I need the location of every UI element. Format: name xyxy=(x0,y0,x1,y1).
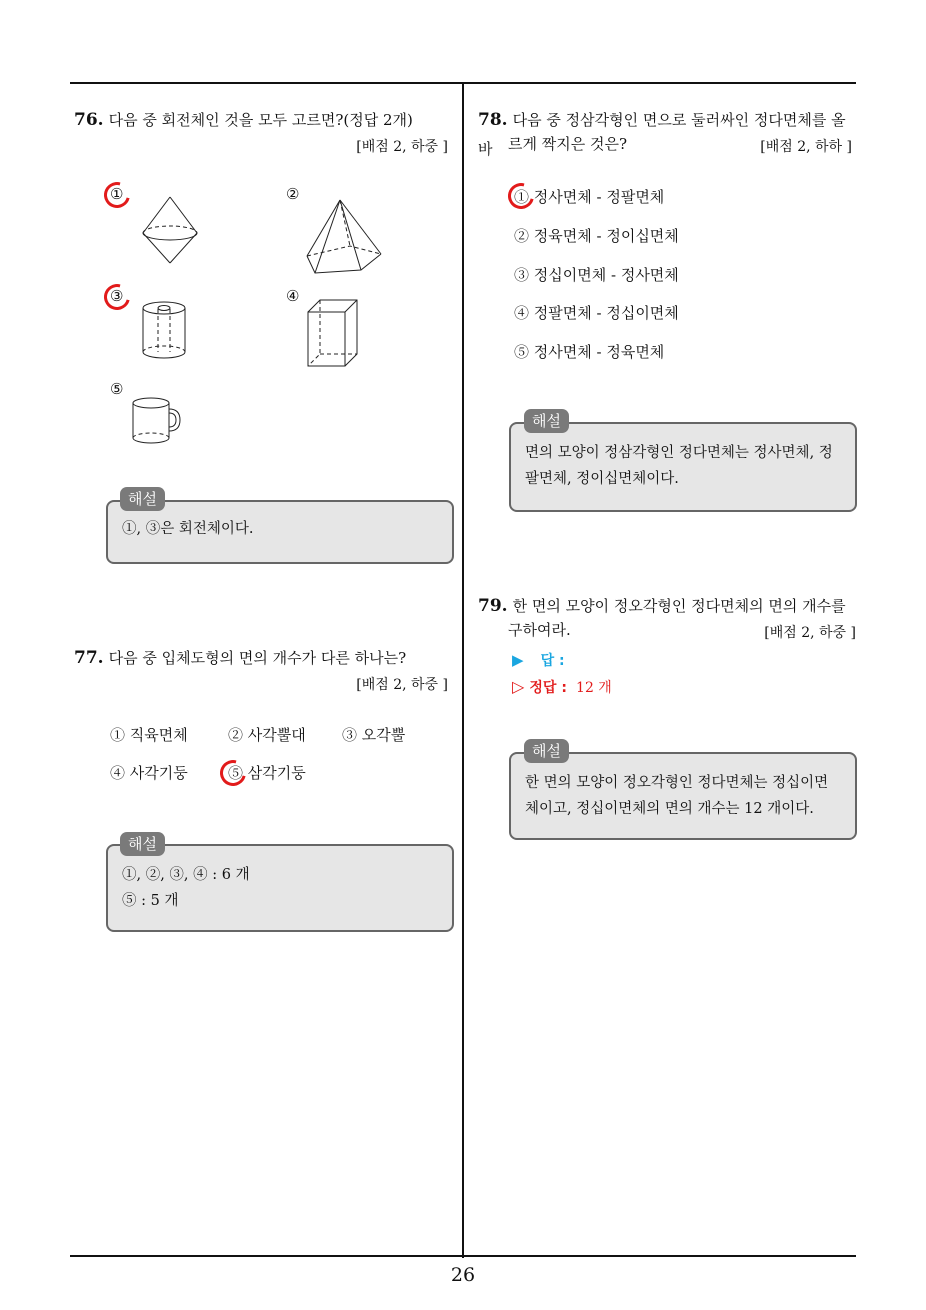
question-76-meta: [배점 2, 하중 ] xyxy=(356,139,448,155)
q77-solution-box xyxy=(106,844,454,932)
q79-solution-box xyxy=(509,752,857,840)
question-77-meta: [배점 2, 하중 ] xyxy=(356,677,448,693)
question-text-line-1: 한 면의 모양이 정오각형인 정다면체의 면의 개수를 xyxy=(512,597,846,615)
question-text: 다음 중 회전체인 것을 모두 고르면?(정답 2개) xyxy=(108,111,413,129)
bottom-rule xyxy=(70,1255,856,1257)
q77-option-5[interactable]: ⑤ 삼각기둥 xyxy=(228,764,306,782)
solution-line-1: 한 면의 모양이 정오각형인 정다면체는 정십이면 xyxy=(525,775,829,791)
question-text: 다음 중 입체도형의 면의 개수가 다른 하나는? xyxy=(108,649,407,667)
correct-answer-row xyxy=(512,677,612,697)
question-number: 77. xyxy=(74,648,104,668)
question-77 xyxy=(74,644,454,673)
question-number: 78. xyxy=(478,110,508,130)
mug-figure xyxy=(130,395,185,447)
q76-option-2-label[interactable]: ② xyxy=(286,185,300,203)
solution-text: ①, ③은 회전체이다. xyxy=(122,521,254,537)
page-number: 26 xyxy=(450,1264,476,1286)
hollow-cylinder-figure xyxy=(140,300,190,362)
pentagonal-pyramid-figure xyxy=(305,198,385,276)
correct-label: 정답 : xyxy=(529,680,567,696)
q77-option-3[interactable]: ③ 오각뿔 xyxy=(342,726,406,744)
question-text-line-2: 르게 짝지은 것은? xyxy=(508,135,628,153)
answer-mark xyxy=(99,177,135,213)
q76-option-1-label[interactable]: ① xyxy=(110,185,124,203)
q78-option-3[interactable]: ③ 정십이면체 - 정사면체 xyxy=(514,266,679,284)
q78-option-1[interactable]: ① 정사면체 - 정팔면체 xyxy=(514,188,665,206)
answer-mark xyxy=(215,755,251,791)
question-text-line-2: 구하여라. xyxy=(508,621,571,639)
question-number: 79. xyxy=(478,596,508,616)
q78-option-4[interactable]: ④ 정팔면체 - 정십이면체 xyxy=(514,304,679,322)
question-76 xyxy=(74,106,454,135)
solution-line-1: ①, ②, ③, ④ : 6 개 xyxy=(122,867,250,883)
q77-option-1[interactable]: ① 직육면체 xyxy=(110,726,188,744)
double-cone-figure xyxy=(140,195,200,265)
rectangular-prism-figure xyxy=(305,298,361,370)
solution-tag: 해설 xyxy=(524,409,569,433)
column-divider xyxy=(462,82,464,1258)
q76-option-4-label[interactable]: ④ xyxy=(286,287,300,305)
solution-line-2: ⑤ : 5 개 xyxy=(122,893,179,909)
solution-tag: 해설 xyxy=(524,739,569,763)
question-text-line-1: 다음 중 정삼각형인 면으로 둘러싸인 정다면체를 올바 xyxy=(478,111,846,158)
question-78-meta: [배점 2, 하하 ] xyxy=(760,139,852,155)
solution-line-1: 면의 모양이 정삼각형인 정다면체는 정사면체, 정 xyxy=(525,445,833,461)
q78-solution-box xyxy=(509,422,857,512)
q77-option-2[interactable]: ② 사각뿔대 xyxy=(228,726,306,744)
answer-mark xyxy=(99,279,135,315)
outline-play-icon: ▷ xyxy=(512,677,525,696)
solution-line-2: 체이고, 정십이면체의 면의 개수는 12 개이다. xyxy=(525,801,814,817)
q78-option-2[interactable]: ② 정육면체 - 정이십면체 xyxy=(514,227,679,245)
play-icon: ▶ xyxy=(512,651,524,669)
q76-option-5-label[interactable]: ⑤ xyxy=(110,380,124,398)
answer-mark xyxy=(503,178,539,214)
q77-option-4[interactable]: ④ 사각기둥 xyxy=(110,764,188,782)
solution-line-2: 팔면체, 정이십면체이다. xyxy=(525,471,679,487)
q78-option-5[interactable]: ⑤ 정사면체 - 정육면체 xyxy=(514,343,665,361)
solution-tag: 해설 xyxy=(120,487,165,511)
question-79-meta: [배점 2, 하중 ] xyxy=(764,625,856,641)
answer-row[interactable] xyxy=(512,650,565,670)
question-number: 76. xyxy=(74,110,104,130)
answer-label: 답 : xyxy=(540,653,565,669)
solution-tag: 해설 xyxy=(120,832,165,856)
q76-option-3-label[interactable]: ③ xyxy=(110,287,124,305)
correct-value: 12 개 xyxy=(576,680,612,696)
